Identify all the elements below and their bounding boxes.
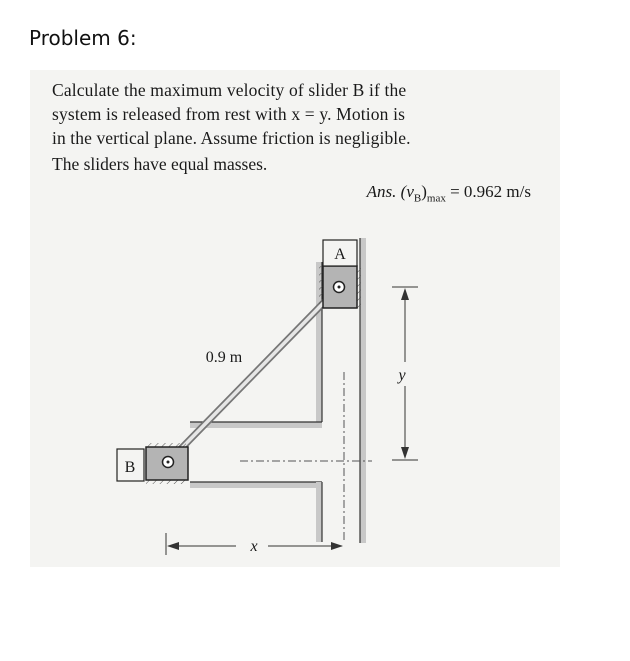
- dimension-y-top-arrow: [401, 288, 409, 300]
- slider-a-label: A: [334, 246, 346, 263]
- answer-variable: v: [406, 182, 414, 201]
- problem-heading: Problem 6:: [29, 26, 137, 50]
- dimension-x-left-arrow: [167, 542, 179, 550]
- slider-a: [319, 240, 361, 308]
- problem-statement-line-4: The sliders have equal masses.: [52, 154, 268, 174]
- answer-prefix: Ans. (: [366, 182, 407, 201]
- slider-b-label: B: [124, 459, 136, 476]
- problem-statement-line-1: Calculate the maximum velocity of slider B if the: [52, 80, 407, 100]
- connecting-rod: [168, 287, 339, 462]
- lower-left-wall: [316, 482, 322, 542]
- answer-subscript-b: B: [413, 192, 422, 205]
- problem-statement-line-2: system is released from rest with x = y. Motion is: [52, 104, 406, 124]
- problem-statement-line-3: in the vertical plane. Assume friction is negligible.: [52, 128, 411, 148]
- dimension-y-label: y: [398, 367, 406, 384]
- horizontal-guide-bottom-wall: [190, 482, 322, 488]
- answer-value: = 0.962 m/s: [445, 182, 531, 201]
- horizontal-guide: [190, 422, 372, 542]
- slider-b: [117, 443, 188, 484]
- dimension-x-label: x: [250, 538, 258, 555]
- link-length-label: 0.9 m: [205, 349, 243, 366]
- answer-close-paren: ): [421, 182, 427, 201]
- answer-subscript-max: max: [426, 192, 446, 205]
- dimension-x-right-arrow: [331, 542, 343, 550]
- dimension-y-bottom-arrow: [401, 447, 409, 459]
- dimension-y: [392, 287, 418, 460]
